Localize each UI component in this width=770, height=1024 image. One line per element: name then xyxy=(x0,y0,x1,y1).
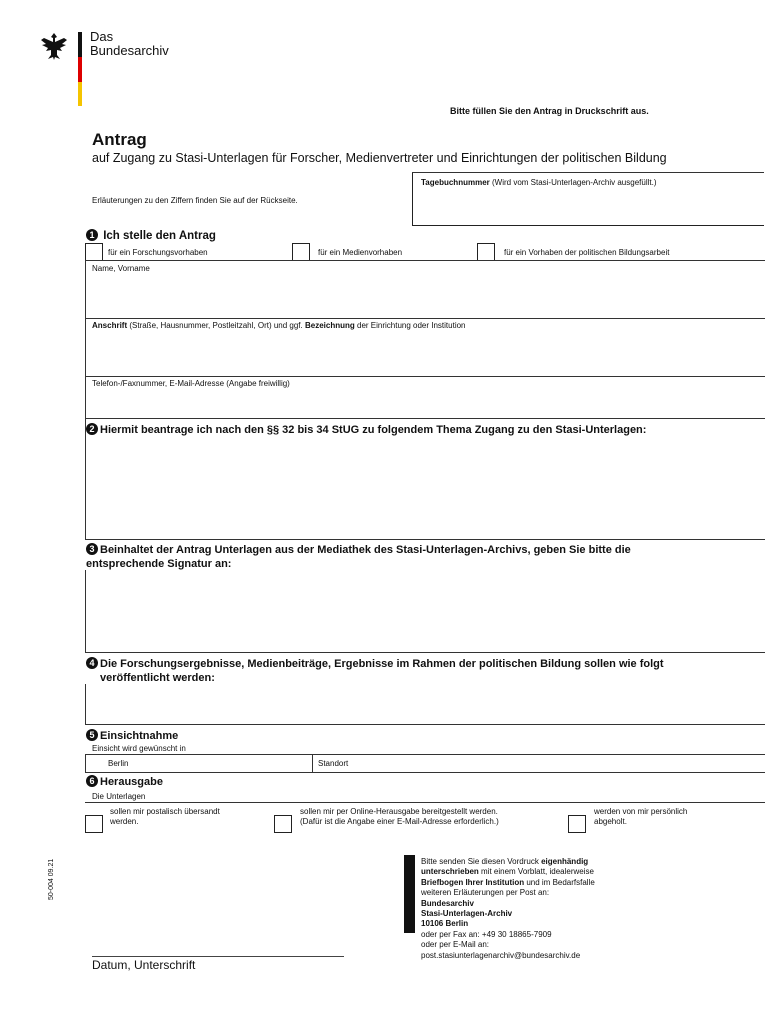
section3-title: 3 Beinhaltet der Antrag Unterlagen aus der Mediathek des Stasi-Unterlagen-Archivs, geben Sie bitte die entsprechende Signatur an: xyxy=(86,544,631,570)
flag-stripe xyxy=(78,32,82,106)
tagebuch-label: Tagebuchnummer xyxy=(421,178,490,187)
section4-title: 4 Die Forschungsergebnisse, Medienbeiträge, Ergebnisse im Rahmen der politischen Bildung sollen wie folgt veröffentlicht werden: xyxy=(86,657,664,685)
section5-subtitle: Einsicht wird gewünscht in xyxy=(92,744,186,753)
option-online-label: sollen mir per Online-Herausgabe bereitgestellt werden. (Dafür ist die Angabe einer E-Mail-Adresse erforderlich.) xyxy=(300,807,499,826)
address-label: Anschrift (Straße, Hausnummer, Postleitzahl, Ort) und ggf. Bezeichnung der Einrichtung oder Institution xyxy=(92,321,466,330)
divider xyxy=(85,652,765,653)
address-field[interactable] xyxy=(86,332,764,376)
tagebuch-box xyxy=(412,172,764,226)
divider xyxy=(312,754,313,772)
section6-title: 6 Herausgabe xyxy=(86,775,163,788)
option-forschung-label: für ein Forschungsvorhaben xyxy=(108,248,208,257)
checkbox-forschung[interactable] xyxy=(85,243,103,261)
section6-subtitle: Die Unterlagen xyxy=(92,792,146,801)
logo-text: Das Bundesarchiv xyxy=(90,29,169,58)
option-postal-label: sollen mir postalisch übersandt werden. xyxy=(110,807,220,826)
tagebuch-note: (Wird vom Stasi-Unterlagen-Archiv ausgefüllt.) xyxy=(491,178,657,187)
left-border xyxy=(85,418,86,540)
divider xyxy=(85,260,765,261)
section5-title: 5 Einsichtnahme xyxy=(86,729,178,742)
checkbox-postal[interactable] xyxy=(85,815,103,833)
section1-title: 1 Ich stelle den Antrag xyxy=(86,229,216,242)
option-standort[interactable]: Standort xyxy=(318,759,349,768)
option-medien-label: für ein Medienvorhaben xyxy=(318,248,403,257)
eagle-icon xyxy=(38,30,70,62)
signature-line xyxy=(92,956,344,957)
page-subtitle: auf Zugang zu Stasi-Unterlagen für Forscher, Medienvertreter und Einrichtungen der politischen Bildung xyxy=(92,151,667,165)
print-instruction: Bitte füllen Sie den Antrag in Druckschrift aus. xyxy=(450,106,649,116)
checkbox-pickup[interactable] xyxy=(568,815,586,833)
name-field[interactable] xyxy=(86,274,764,318)
checkbox-bildung[interactable] xyxy=(477,243,495,261)
left-border xyxy=(85,684,86,724)
publication-field[interactable] xyxy=(86,688,764,724)
section2-title: 2 Hiermit beantrage ich nach den §§ 32 bis 34 StUG zu folgendem Thema Zugang zu den Stasi-Unterlagen: xyxy=(86,423,646,436)
contact-field[interactable] xyxy=(86,390,764,418)
option-berlin[interactable]: Berlin xyxy=(108,759,129,768)
divider xyxy=(85,754,765,755)
option-pickup-label: werden von mir persönlich abgeholt. xyxy=(594,807,688,826)
topic-field[interactable] xyxy=(86,440,764,538)
contact-label: Telefon-/Faxnummer, E-Mail-Adresse (Angabe freiwillig) xyxy=(92,379,290,388)
divider xyxy=(85,418,765,419)
page-title: Antrag xyxy=(92,130,147,149)
divider xyxy=(85,318,765,319)
email-link[interactable]: post.stasiunterlagenarchiv@bundesarchiv.de xyxy=(421,950,581,960)
signature-label: Datum, Unterschrift xyxy=(92,958,196,972)
black-bar xyxy=(404,855,415,933)
divider xyxy=(85,772,765,773)
signature-field[interactable] xyxy=(86,575,764,652)
checkbox-online[interactable] xyxy=(274,815,292,833)
form-id: 50-004 09.21 xyxy=(48,858,55,900)
divider xyxy=(85,539,765,540)
name-label: Name, Vorname xyxy=(92,264,150,273)
left-border xyxy=(85,754,86,773)
checkbox-medien[interactable] xyxy=(292,243,310,261)
divider xyxy=(85,724,765,725)
explanation-note: Erläuterungen zu den Ziffern finden Sie auf der Rückseite. xyxy=(92,196,298,205)
divider xyxy=(85,376,765,377)
divider xyxy=(85,802,765,803)
option-bildung-label: für ein Vorhaben der politischen Bildungsarbeit xyxy=(504,248,670,257)
left-border xyxy=(85,570,86,653)
send-instructions: Bitte senden Sie diesen Vordruck eigenhändig unterschrieben mit einem Vorblatt, idealerweise Briefbogen Ihrer Institution und im Bedarfsfalle weiteren Erläuterungen per Post an: Bundesarchiv Stasi-Unterlagen-Archiv 10106 Berlin oder per Fax an: +49 30 18865-7909 oder per E-Mail an: post.stasiunterlagenarchiv@bundesarchiv.de xyxy=(421,857,721,961)
tagebuch-top-line xyxy=(412,172,764,173)
